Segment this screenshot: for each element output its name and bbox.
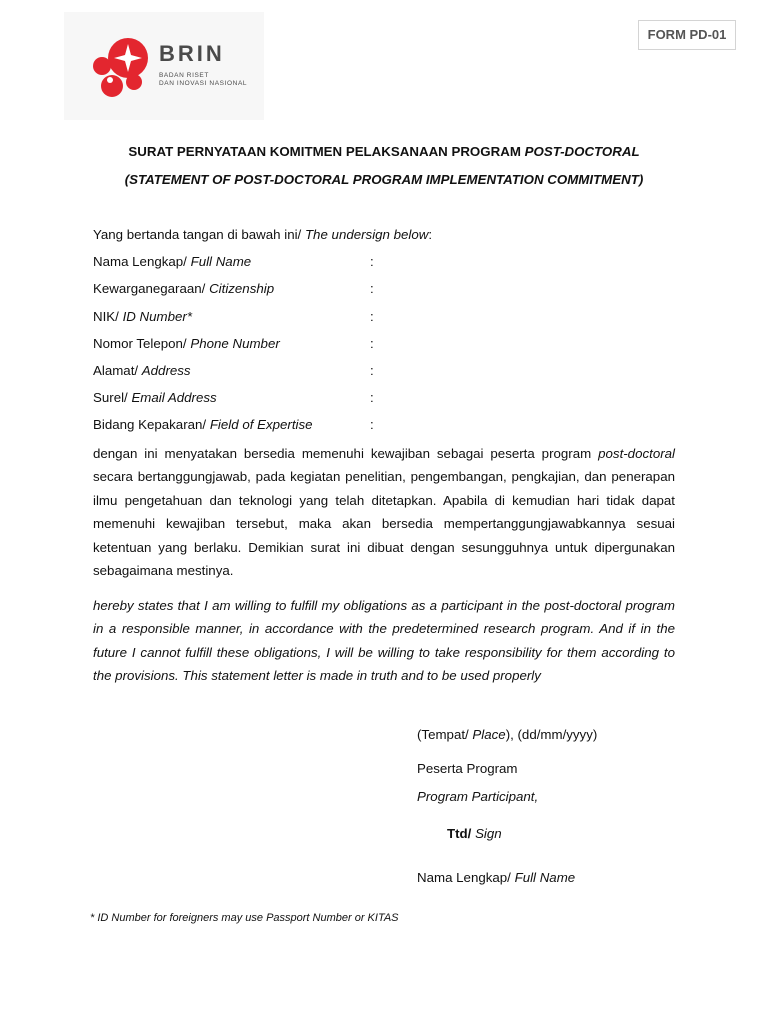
logo-wordmark: BRIN: [159, 41, 225, 66]
signature-label: Ttd/ Sign: [447, 826, 502, 841]
field-colon: :: [370, 363, 374, 378]
field-colon: :: [370, 309, 374, 324]
field-address-label: Alamat/ Address: [93, 363, 191, 378]
document-title: SURAT PERNYATAAN KOMITMEN PELAKSANAAN PROGRAM POST-DOCTORAL: [128, 144, 640, 159]
field-id-number-label: NIK/ ID Number*: [93, 309, 193, 324]
field-full-name-label: Nama Lengkap/ Full Name: [93, 254, 252, 269]
field-colon: :: [370, 254, 374, 269]
statement-indonesian: dengan ini menyatakan bersedia memenuhi kewajiban sebagai peserta program post-doctoral secara bertanggungjawab, pada kegiatan penelitian, pengembangan, pengkajian, dan penerapan ilmu pengetahuan dan teknologi yang telah ditetapkan. Apabila di kemudian hari tidak dapat memenuhi kewajiban tersebut, maka akan bersedia mempertanggungjawabkannya sesuai ketentuan yang berlaku. Demikian surat ini dibuat dengan sesungguhnya untuk dipergunakan sebagaimana mestinya.: [93, 446, 675, 579]
field-phone-label: Nomor Telepon/ Phone Number: [93, 336, 280, 351]
field-expertise-label: Bidang Kepakaran/ Field of Expertise: [93, 417, 313, 432]
field-colon: :: [370, 417, 374, 432]
field-colon: :: [370, 336, 374, 351]
form-code-badge: FORM PD-01: [638, 20, 736, 50]
signer-name-label: Nama Lengkap/ Full Name: [417, 870, 576, 885]
place-date-line: (Tempat/ Place), (dd/mm/yyyy): [417, 727, 598, 742]
participant-label-english: Program Participant,: [417, 789, 539, 804]
field-colon: :: [370, 390, 374, 405]
footnote: * ID Number for foreigners may use Passport Number or KITAS: [90, 912, 399, 924]
participant-label: Peserta Program: [417, 761, 518, 776]
brin-logo-icon: [88, 36, 152, 100]
field-email-label: Surel/ Email Address: [93, 390, 217, 405]
document-subtitle: (STATEMENT OF POST-DOCTORAL PROGRAM IMPLEMENTATION COMMITMENT): [124, 172, 644, 187]
statement-english: hereby states that I am willing to fulfill my obligations as a participant in the post-doctoral program in a responsible manner, in accordance with the predetermined research program. And if in the future I cannot fulfill these obligations, I will be willing to take responsibility for them according to the provisions. This statement letter is made in truth and to be used properly: [93, 598, 675, 684]
intro-line: Yang bertanda tangan di bawah ini/ The undersign below:: [93, 227, 433, 242]
field-citizenship-label: Kewarganegaraan/ Citizenship: [93, 281, 275, 296]
field-colon: :: [370, 281, 374, 296]
logo-subtitle: BADAN RISET DAN INOVASI NASIONAL: [159, 72, 248, 87]
